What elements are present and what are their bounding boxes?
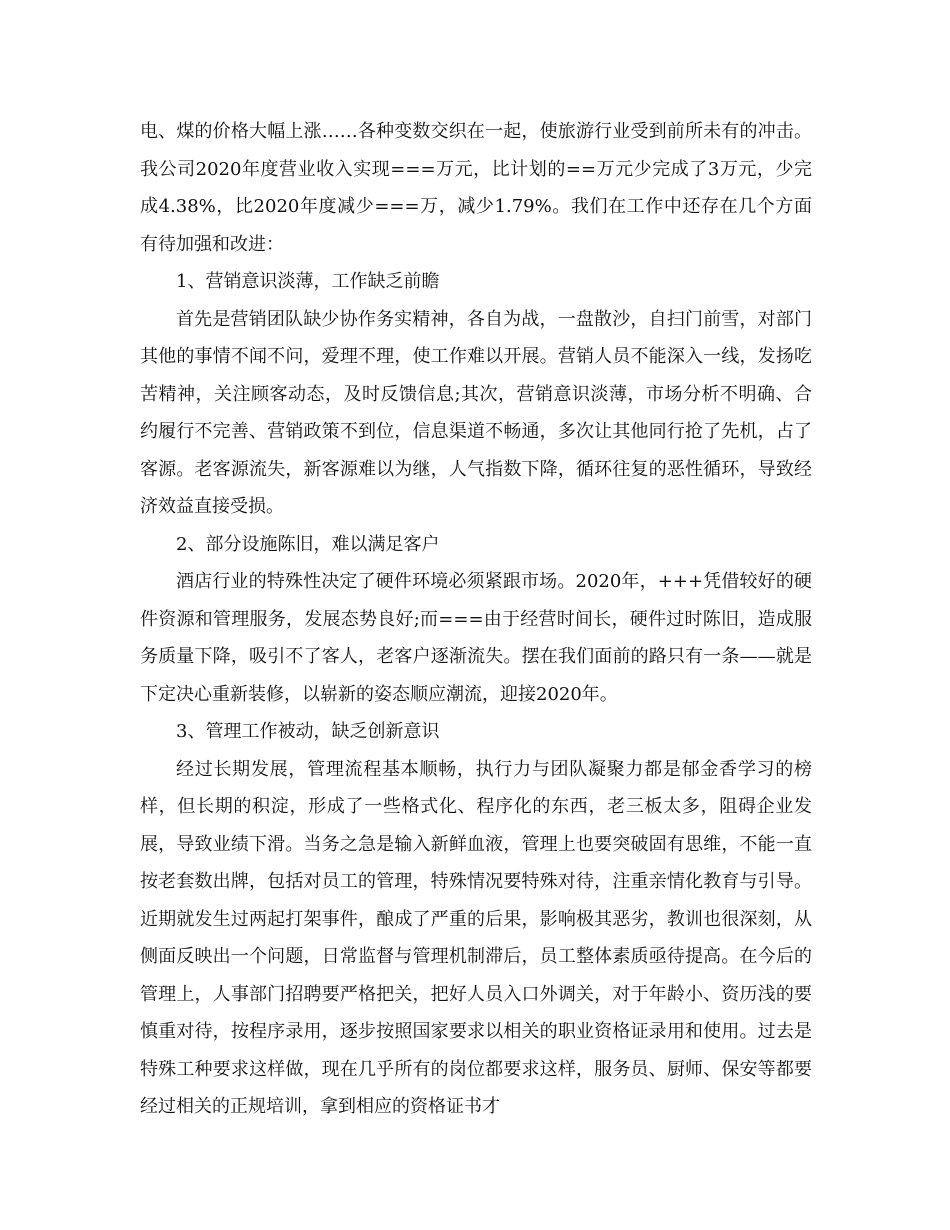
section-heading-3: 3、管理工作被动，缺乏创新意识 <box>176 721 440 742</box>
section-heading-1: 1、营销意识淡薄，工作缺乏前瞻 <box>176 271 440 292</box>
body-paragraph-1: 电、煤的价格大幅上涨……各种变数交织在一起，使旅游行业受到前所未有的冲击。我公司2020年度营业收入实现===万元，比计划的==万元少完成了3万元，少完成4.38%，比2020年度减少===万，减少1.79%。我们在工作中还存在几个方面有待加强和改进： <box>140 121 812 255</box>
document-page <box>140 113 812 1126</box>
body-paragraph-3: 酒店行业的特殊性决定了硬件环境必须紧跟市场。2020年，+++凭借较好的硬件资源和管理服务，发展态势良好;而===由于经营时间长，硬件过时陈旧，造成服务质量下降，吸引不了客人，老客户逐渐流失。摆在我们面前的路只有一条——就是下定决心重新装修，以崭新的姿态顺应潮流，迎接2020年。 <box>140 571 812 705</box>
section-heading-2: 2、部分设施陈旧，难以满足客户 <box>176 533 440 555</box>
body-paragraph-4: 经过长期发展，管理流程基本顺畅，执行力与团队凝聚力都是郁金香学习的榜样，但长期的积淀，形成了一些格式化、程序化的东西，老三板太多，阻碍企业发展，导致业绩下滑。当务之急是输入新鲜血液，管理上也要突破固有思维，不能一直按老套数出牌，包括对员工的管理，特殊情况要特殊对待，注重亲情化教育与引导。近期就发生过两起打架事件，酿成了严重的后果，影响极其恶劣，教训也很深刻，从侧面反映出一个问题，日常监督与管理机制滞后，员工整体素质亟待提高。在今后的管理上，人事部门招聘要严格把关，把好人员入口外调关，对于年龄小、资历浅的要慎重对待，按程序录用，逐步按照国家要求以相关的职业资格证录用和使用。过去是特殊工种要求这样做，现在几乎所有的岗位都要求这样，服务员、厨师、保安等都要经过相关的正规培训，拿到相应的资格证书才 <box>140 758 812 1117</box>
body-paragraph-2: 首先是营销团队缺少协作务实精神，各自为战，一盘散沙，自扫门前雪，对部门其他的事情不闻不问，爱理不理，使工作难以开展。营销人员不能深入一线，发扬吃苦精神，关注顾客动态，及时反馈信息;其次，营销意识淡薄，市场分析不明确、合约履行不完善、营销政策不到位，信息渠道不畅通，多次让其他同行抢了先机，占了客源。老客源流失，新客源难以为继，人气指数下降，循环往复的恶性循环，导致经济效益直接受损。 <box>140 308 812 517</box>
